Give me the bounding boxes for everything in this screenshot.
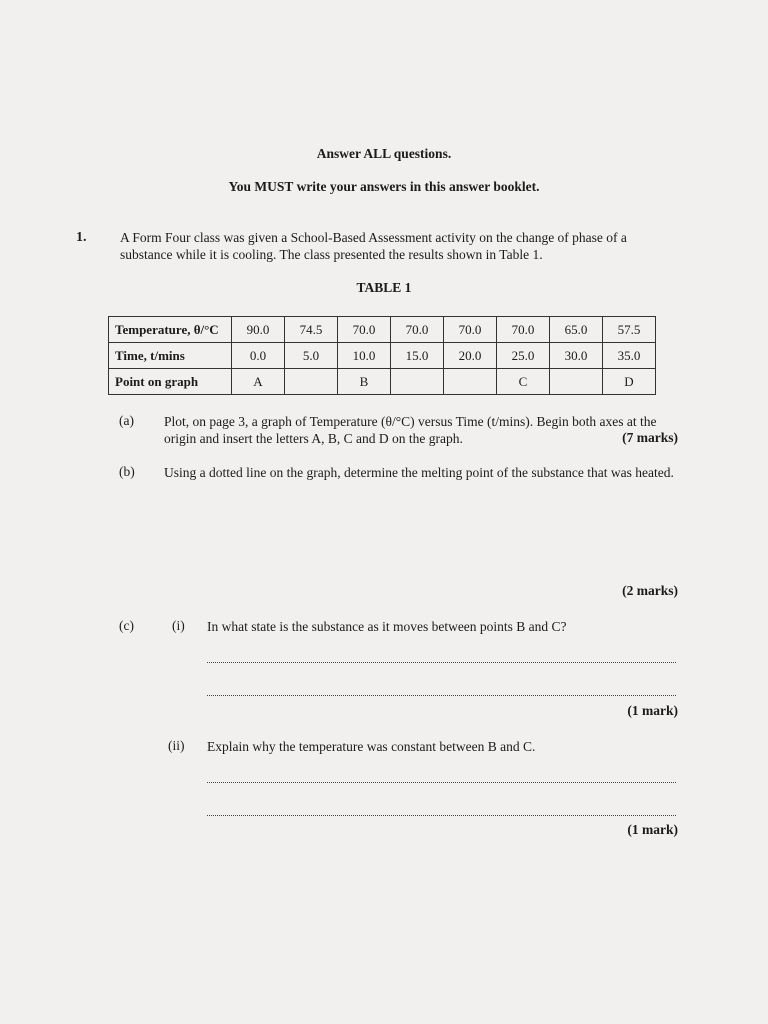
table-title: TABLE 1 bbox=[356, 280, 412, 295]
answer-line[interactable] bbox=[207, 815, 676, 816]
table-cell bbox=[444, 369, 497, 395]
table-cell: 5.0 bbox=[285, 343, 338, 369]
table-cell bbox=[550, 369, 603, 395]
table-cell: 70.0 bbox=[497, 317, 550, 343]
part-b-text: Using a dotted line on the graph, determine the melting point of the substance that was heated. bbox=[164, 465, 674, 480]
table-cell: B bbox=[338, 369, 391, 395]
table-row bbox=[109, 369, 656, 395]
table-cell: 15.0 bbox=[391, 343, 444, 369]
part-b-marks: (2 marks) bbox=[622, 583, 678, 598]
part-c-ii-marks: (1 mark) bbox=[627, 822, 678, 837]
row-header: Time, t/mins bbox=[109, 343, 232, 369]
table-cell bbox=[285, 369, 338, 395]
table-cell: C bbox=[497, 369, 550, 395]
table-cell: 90.0 bbox=[232, 317, 285, 343]
table-cell: 30.0 bbox=[550, 343, 603, 369]
table-cell: 25.0 bbox=[497, 343, 550, 369]
table-cell: 74.5 bbox=[285, 317, 338, 343]
table-row bbox=[109, 317, 656, 343]
answer-line[interactable] bbox=[207, 695, 676, 696]
table-cell: 70.0 bbox=[338, 317, 391, 343]
part-a-label: (a) bbox=[119, 413, 134, 428]
table-cell: 10.0 bbox=[338, 343, 391, 369]
table-cell: 65.0 bbox=[550, 317, 603, 343]
table-row bbox=[109, 343, 656, 369]
table-cell: 70.0 bbox=[444, 317, 497, 343]
part-a-text: Plot, on page 3, a graph of Temperature (θ/°C) versus Time (t/mins). Begin both axes at the origin and insert the letters A, B, C and D on the graph. bbox=[164, 414, 657, 446]
part-c-label: (c) bbox=[119, 618, 134, 633]
part-c-ii-label: (ii) bbox=[168, 738, 185, 753]
answer-line[interactable] bbox=[207, 782, 676, 783]
part-c-i-text: In what state is the substance as it moves between points B and C? bbox=[207, 619, 567, 634]
part-c-ii-text: Explain why the temperature was constant between B and C. bbox=[207, 739, 536, 754]
part-b-label: (b) bbox=[119, 464, 135, 479]
table-cell: 20.0 bbox=[444, 343, 497, 369]
table-cell bbox=[391, 369, 444, 395]
part-a-marks: (7 marks) bbox=[622, 430, 678, 445]
row-header: Temperature, θ/°C bbox=[109, 317, 232, 343]
answer-line[interactable] bbox=[207, 662, 676, 663]
part-c-i-marks: (1 mark) bbox=[627, 703, 678, 718]
table-cell: D bbox=[603, 369, 656, 395]
results-table bbox=[108, 316, 656, 395]
table-cell: 35.0 bbox=[603, 343, 656, 369]
table-cell: A bbox=[232, 369, 285, 395]
question-number: 1. bbox=[76, 230, 87, 245]
row-header: Point on graph bbox=[109, 369, 232, 395]
booklet-instruction: You MUST write your answers in this answer booklet. bbox=[228, 179, 540, 194]
instruction-heading: Answer ALL questions. bbox=[316, 146, 452, 161]
part-c-i-label: (i) bbox=[172, 618, 185, 633]
question-text: A Form Four class was given a School-Based Assessment activity on the change of phase of a substance while it is cooling. The class presented the results shown in Table 1. bbox=[120, 230, 627, 262]
table-cell: 57.5 bbox=[603, 317, 656, 343]
table-cell: 0.0 bbox=[232, 343, 285, 369]
table-cell: 70.0 bbox=[391, 317, 444, 343]
